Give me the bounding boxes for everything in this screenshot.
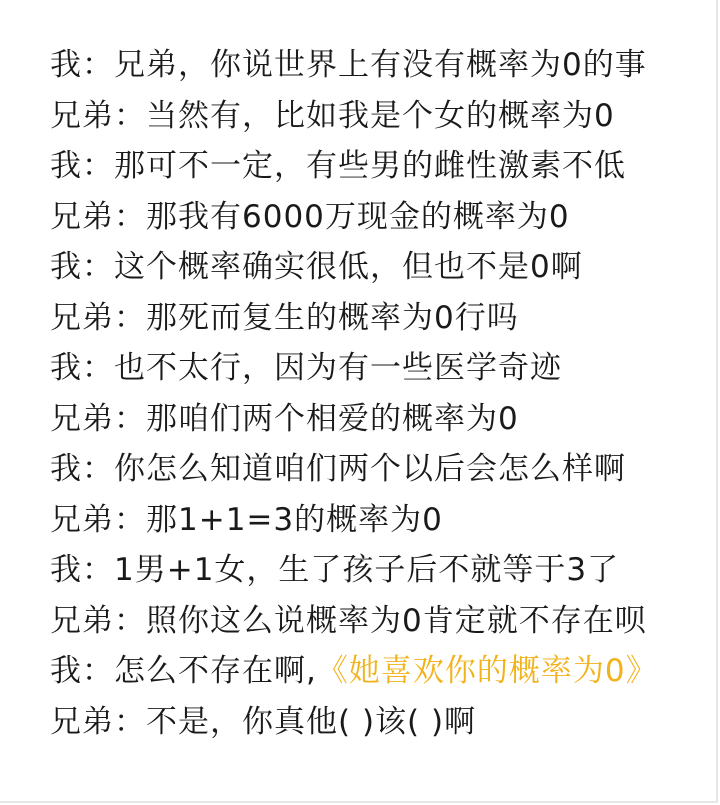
dialogue-line-2: 兄弟：当然有，比如我是个女的概率为0 bbox=[50, 97, 615, 134]
dialogue-line-9: 我：你怎么知道咱们两个以后会怎么样啊 bbox=[50, 451, 626, 487]
dialogue-line-8: 兄弟：那咱们两个相爱的概率为0 bbox=[50, 400, 519, 437]
dialogue-line-14: 兄弟：不是，你真他( )该( )啊 bbox=[50, 703, 477, 740]
dialogue-line-4: 兄弟：那我有6000万现金的概率为0 bbox=[50, 198, 570, 235]
dialogue-line-13-prefix: 我：怎么不存在啊, bbox=[50, 653, 317, 689]
dialogue-line-6: 兄弟：那死而复生的概率为0行吗 bbox=[50, 299, 519, 336]
dialogue-line-12: 兄弟：照你这么说概率为0肯定就不存在呗 bbox=[50, 602, 647, 639]
dialogue-line-11: 我：1男+1女，生了孩子后不就等于3了 bbox=[50, 552, 620, 588]
dialogue-line-13 bbox=[50, 646, 710, 697]
highlighted-title: 《她喜欢你的概率为0》 bbox=[316, 653, 658, 689]
dialogue-line-3: 我：那可不一定，有些男的雌性激素不低 bbox=[50, 148, 626, 184]
dialogue-line-7: 我：也不太行，因为有一些医学奇迹 bbox=[50, 350, 562, 386]
dialogue-line-1: 我：兄弟，你说世界上有没有概率为0的事 bbox=[50, 47, 647, 83]
dialogue-text bbox=[50, 40, 710, 747]
dialogue-line-10: 兄弟：那1+1=3的概率为0 bbox=[50, 501, 443, 538]
dialogue-line-5: 我：这个概率确实很低，但也不是0啊 bbox=[50, 249, 583, 285]
